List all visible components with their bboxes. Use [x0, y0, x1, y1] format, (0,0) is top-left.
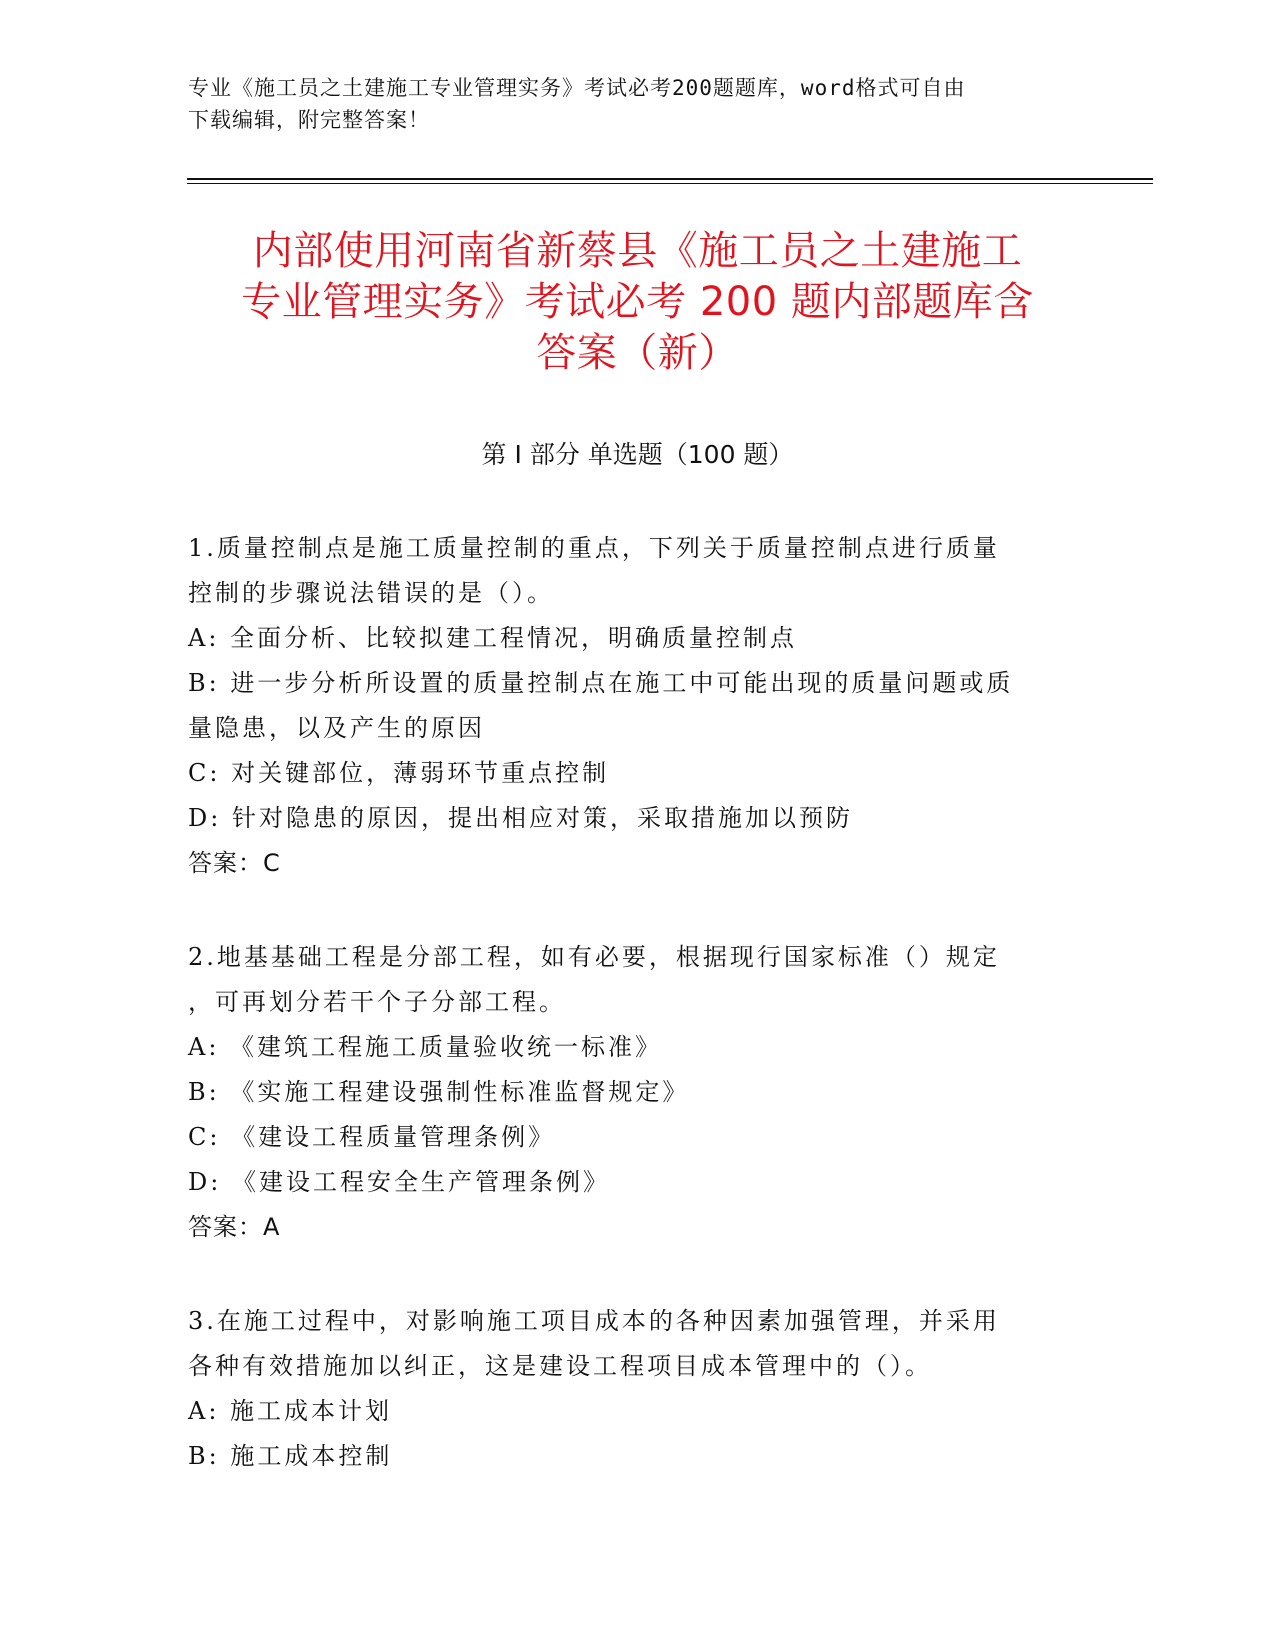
header-note: [188, 72, 1088, 136]
question-stem: 各种有效措施加以纠正，这是建设工程项目成本管理中的（）。: [188, 1352, 932, 1380]
option-b: B: 施工成本控制: [188, 1442, 393, 1470]
document-title-line: 答案（新）: [536, 330, 739, 376]
question-stem: 2.地基基础工程是分部工程，如有必要，根据现行国家标准（）规定: [188, 943, 1000, 971]
document-title-line: 内部使用河南省新蔡县《施工员之土建施工: [252, 228, 1023, 274]
header-note-line: 下载编辑，附完整答案！: [188, 108, 430, 132]
question-stem: 1.质量控制点是施工质量控制的重点，下列关于质量控制点进行质量: [188, 534, 1000, 562]
option-a: A: 《建筑工程施工质量验收统一标准》: [188, 1033, 663, 1061]
section-title: 第 I 部分 单选题（100 题）: [481, 440, 794, 469]
option-b-continued: 量隐患，以及产生的原因: [188, 714, 485, 742]
question-item: [188, 935, 1068, 1250]
document-title-line: 专业管理实务》考试必考 200 题内部题库含: [241, 279, 1034, 325]
option-c: C: 《建设工程质量管理条例》: [188, 1123, 556, 1151]
option-d: D: 《建设工程安全生产管理条例》: [188, 1168, 610, 1196]
answer-label: 答案：C: [188, 849, 281, 877]
question-item: [188, 526, 1068, 886]
question-stem: 控制的步骤说法错误的是（）。: [188, 579, 554, 607]
header-rule-thin: [187, 183, 1153, 184]
header-rule-thick: [187, 178, 1153, 180]
option-c: C: 对关键部位，薄弱环节重点控制: [188, 759, 610, 787]
question-item: [188, 1299, 1068, 1479]
option-b: B: 进一步分析所设置的质量控制点在施工中可能出现的质量问题或质: [188, 669, 1014, 697]
answer-label: 答案：A: [188, 1213, 281, 1241]
option-d: D: 针对隐患的原因，提出相应对策，采取措施加以预防: [188, 804, 853, 832]
question-stem: ，可再划分若干个子分部工程。: [188, 988, 566, 1016]
document-title: [160, 226, 1115, 379]
question-stem: 3.在施工过程中，对影响施工项目成本的各种因素加强管理，并采用: [188, 1307, 1000, 1335]
option-a: A: 全面分析、比较拟建工程情况，明确质量控制点: [188, 624, 798, 652]
header-note-line: 专业《施工员之土建施工专业管理实务》考试必考200题题库，word格式可自由: [188, 76, 966, 100]
option-b: B: 《实施工程建设强制性标准监督规定》: [188, 1078, 690, 1106]
option-a: A: 施工成本计划: [188, 1397, 393, 1425]
